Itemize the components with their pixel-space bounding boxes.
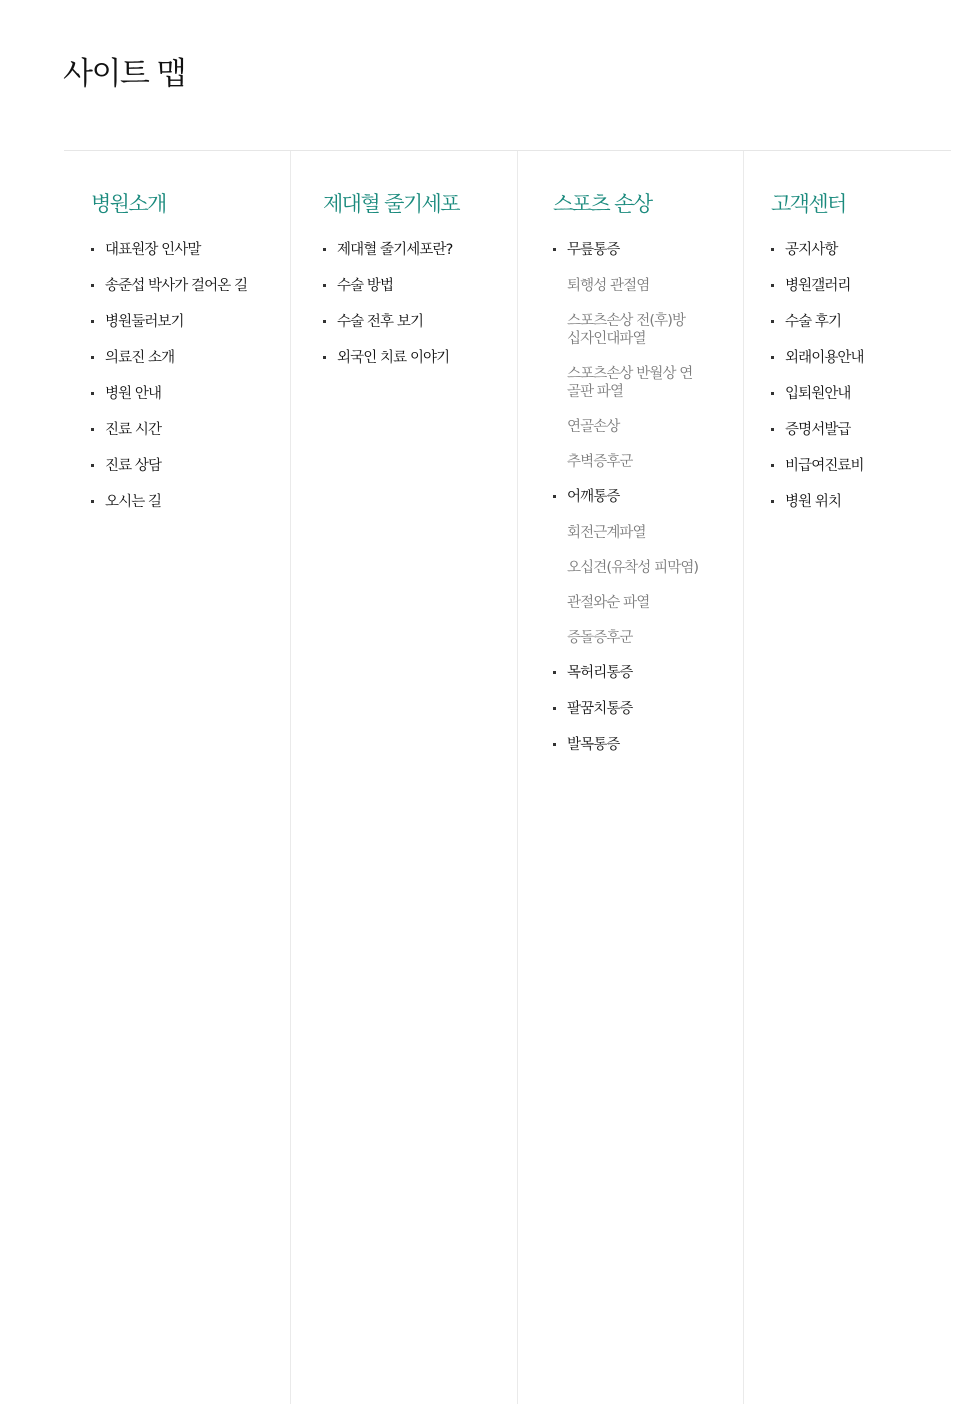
- bullet-icon: [323, 356, 326, 359]
- menu-item-hours[interactable]: [91, 421, 247, 440]
- menu-item-label: 목허리통증: [567, 665, 633, 681]
- menu-item-label: 병원둘러보기: [105, 314, 184, 330]
- bullet-icon: [553, 248, 556, 251]
- bullet-icon: [323, 320, 326, 323]
- bullet-icon: [771, 356, 774, 359]
- menu-item-location[interactable]: [771, 493, 864, 512]
- column-title-stemcell[interactable]: 제대혈 줄기세포: [323, 192, 459, 216]
- menu-item-label: 대표원장 인사말: [105, 242, 201, 258]
- menu-item-shoulder[interactable]: [553, 488, 698, 507]
- menu-item-gallery[interactable]: [771, 277, 864, 296]
- menu-item-label: 어깨통증: [567, 489, 620, 505]
- menu-item-label: 공지사항: [785, 242, 838, 258]
- bullet-icon: [323, 284, 326, 287]
- menu-item-label: 진료 상담: [105, 458, 162, 474]
- submenu-item-plica[interactable]: [553, 453, 698, 471]
- menu-item-notice[interactable]: [771, 241, 864, 260]
- menu-item-label: 증명서발급: [785, 422, 851, 438]
- bullet-icon: [91, 464, 94, 467]
- bullet-icon: [91, 500, 94, 503]
- submenu-item-osteoarthritis[interactable]: [553, 277, 698, 295]
- sitemap-column-sports: [518, 151, 744, 1404]
- bullet-icon: [323, 248, 326, 251]
- submenu-item-labrum-tear[interactable]: [553, 594, 698, 612]
- menu-item-label: 추벽증후군: [567, 454, 633, 470]
- menu-list-stemcell: [323, 241, 452, 385]
- bullet-icon: [771, 428, 774, 431]
- submenu-item-cartilage[interactable]: [553, 418, 698, 436]
- bullet-icon: [771, 248, 774, 251]
- menu-item-label: 외국인 치료 이야기: [337, 350, 450, 366]
- column-title-hospital[interactable]: 병원소개: [91, 192, 166, 216]
- menu-item-label: 외래이용안내: [785, 350, 864, 366]
- menu-item-label: 퇴행성 관절염: [567, 278, 650, 294]
- menu-item-foreign-stories[interactable]: [323, 349, 452, 368]
- menu-item-label: 오십견(유착성 피막염): [567, 560, 699, 576]
- menu-item-label: 병원 위치: [785, 494, 842, 510]
- menu-item-neck-back[interactable]: [553, 664, 698, 683]
- menu-item-consult[interactable]: [91, 457, 247, 476]
- page-title: 사이트 맵: [63, 56, 186, 92]
- sitemap-column-hospital: [64, 151, 291, 1404]
- menu-item-label: 제대혈 줄기세포란?: [337, 242, 453, 258]
- bullet-icon: [91, 356, 94, 359]
- bullet-icon: [771, 320, 774, 323]
- submenu-item-meniscus-tear[interactable]: [553, 365, 697, 401]
- menu-item-elbow[interactable]: [553, 700, 698, 719]
- menu-item-certificates[interactable]: [771, 421, 864, 440]
- menu-item-label: 수술 후기: [785, 314, 842, 330]
- bullet-icon: [91, 428, 94, 431]
- column-title-customer[interactable]: 고객센터: [771, 192, 846, 216]
- menu-item-label: 병원 안내: [105, 386, 162, 402]
- menu-item-label: 오시는 길: [105, 494, 162, 510]
- submenu-item-acl-tear[interactable]: [553, 312, 697, 348]
- menu-item-greeting[interactable]: [91, 241, 247, 260]
- column-title-sports[interactable]: 스포츠 손상: [553, 192, 652, 216]
- menu-item-label: 관절와순 파열: [567, 595, 650, 611]
- bullet-icon: [91, 248, 94, 251]
- menu-item-label: 발목통증: [567, 737, 620, 753]
- submenu-item-frozen-shoulder[interactable]: [553, 559, 698, 577]
- menu-item-non-covered-fees[interactable]: [771, 457, 864, 476]
- menu-item-before-after[interactable]: [323, 313, 452, 332]
- menu-item-label: 스포츠손상 전(후)방 십자인대파열: [567, 313, 686, 347]
- menu-item-ankle[interactable]: [553, 736, 698, 755]
- menu-list-hospital: [91, 241, 247, 529]
- menu-list-sports: [553, 241, 698, 772]
- menu-item-admission[interactable]: [771, 385, 864, 404]
- menu-item-outpatient[interactable]: [771, 349, 864, 368]
- menu-item-label: 스포츠손상 반월상 연골판 파열: [567, 366, 693, 400]
- bullet-icon: [771, 392, 774, 395]
- menu-list-customer: [771, 241, 864, 529]
- menu-item-label: 의료진 소개: [105, 350, 175, 366]
- submenu-item-impingement[interactable]: [553, 629, 698, 647]
- menu-item-label: 증돌증후군: [567, 630, 633, 646]
- bullet-icon: [553, 671, 556, 674]
- bullet-icon: [771, 500, 774, 503]
- menu-item-history[interactable]: [91, 277, 247, 296]
- menu-item-reviews[interactable]: [771, 313, 864, 332]
- menu-item-surgery-method[interactable]: [323, 277, 452, 296]
- menu-item-label: 비급여진료비: [785, 458, 864, 474]
- bullet-icon: [91, 320, 94, 323]
- bullet-icon: [553, 743, 556, 746]
- menu-item-tour[interactable]: [91, 313, 247, 332]
- menu-item-label: 연골손상: [567, 419, 620, 435]
- menu-item-label: 수술 전후 보기: [337, 314, 424, 330]
- menu-item-label: 진료 시간: [105, 422, 162, 438]
- sitemap-column-customer: [744, 151, 951, 1404]
- menu-item-label: 팔꿈치통증: [567, 701, 633, 717]
- menu-item-label: 회전근계파열: [567, 525, 646, 541]
- sitemap-column-stemcell: [291, 151, 518, 1404]
- menu-item-label: 송준섭 박사가 걸어온 길: [105, 278, 248, 294]
- bullet-icon: [553, 495, 556, 498]
- sitemap: [64, 150, 951, 1404]
- bullet-icon: [91, 392, 94, 395]
- menu-item-label: 수술 방법: [337, 278, 394, 294]
- menu-item-label: 무릎통증: [567, 242, 620, 258]
- menu-item-directions[interactable]: [91, 493, 247, 512]
- bullet-icon: [553, 707, 556, 710]
- menu-item-stemcell-about[interactable]: [323, 241, 452, 260]
- menu-item-doctors[interactable]: [91, 349, 247, 368]
- menu-item-knee[interactable]: [553, 241, 698, 260]
- menu-item-guide[interactable]: [91, 385, 247, 404]
- bullet-icon: [91, 284, 94, 287]
- bullet-icon: [771, 464, 774, 467]
- submenu-item-rotator-cuff[interactable]: [553, 524, 698, 542]
- bullet-icon: [771, 284, 774, 287]
- menu-item-label: 병원갤러리: [785, 278, 851, 294]
- menu-item-label: 입퇴원안내: [785, 386, 851, 402]
